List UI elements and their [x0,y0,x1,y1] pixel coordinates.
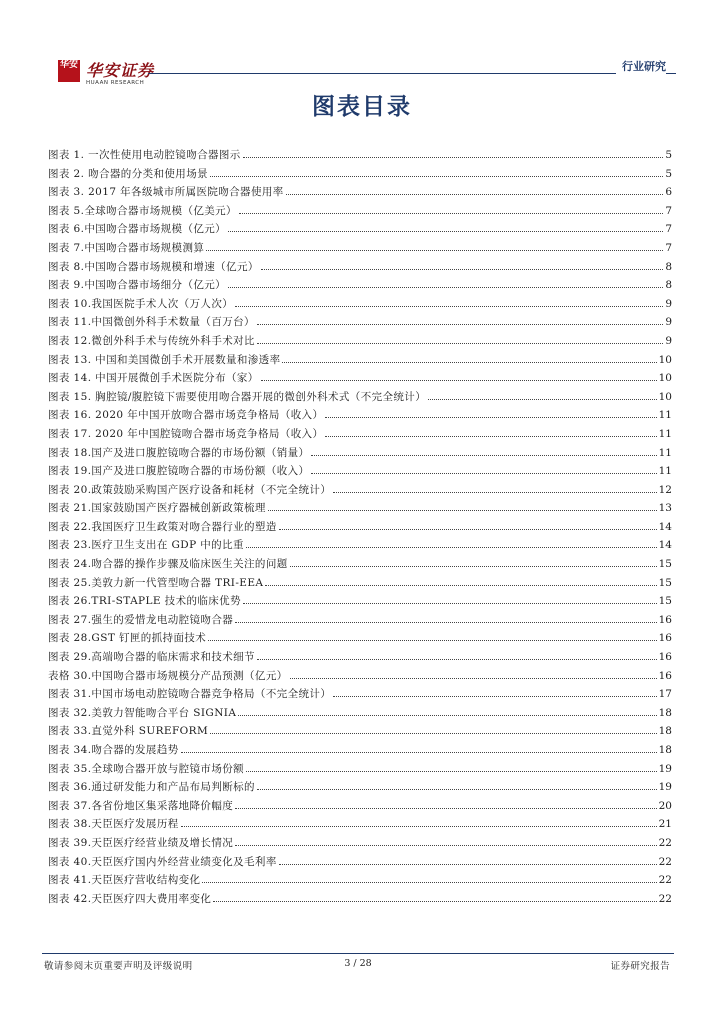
toc-entry-label: 图表 19.国产及进口腹腔镜吻合器的市场份额（收入） [48,465,310,478]
toc-entry[interactable] [48,816,672,835]
toc-entry-label: 图表 26.TRI-STAPLE 技术的临床优势 [48,595,241,608]
page-footer [42,958,674,972]
toc-entry-label: 图表 11.中国微创外科手术数量（百万台） [48,316,255,329]
toc-leader-dots [286,186,664,195]
toc-entry[interactable] [48,426,672,445]
toc-entry-page: 15 [658,595,672,608]
toc-entry-label: 图表 31.中国市场电动腔镜吻合器竞争格局（不完全统计） [48,688,332,701]
toc-entry[interactable] [48,296,672,315]
report-type: 证券研究报告 [610,961,670,972]
toc-entry[interactable] [48,649,672,668]
toc-entry-label: 图表 13. 中国和美国微创手术开展数量和渗透率 [48,353,281,366]
toc-entry-page: 17 [658,688,672,701]
toc-entry-page: 10 [658,353,672,366]
toc-entry[interactable] [48,537,672,556]
toc-entry-page: 11 [658,409,672,422]
toc-entry-page: 14 [658,539,672,552]
toc-entry-page: 18 [658,725,672,738]
toc-entry[interactable] [48,593,672,612]
toc-leader-dots [235,298,663,307]
toc-leader-dots [290,670,657,679]
toc-entry-page: 10 [658,372,672,385]
toc-entry-page: 22 [658,892,672,905]
toc-entry[interactable] [48,835,672,854]
toc-entry[interactable] [48,556,672,575]
toc-entry[interactable] [48,166,672,185]
toc-entry-label: 图表 17. 2020 年中国腔镜吻合器市场竞争格局（收入） [48,427,324,440]
page-title: 图表目录 [312,94,412,120]
toc-entry-page: 21 [658,818,672,831]
toc-entry[interactable] [48,630,672,649]
toc-leader-dots [257,335,663,344]
toc-entry-label: 图表 39.天臣医疗经营业绩及增长情况 [48,836,234,849]
toc-leader-dots [257,651,657,660]
toc-entry-label: 图表 6.中国吻合器市场规模（亿元） [48,223,227,236]
toc-leader-dots [333,484,656,493]
toc-entry[interactable] [48,333,672,352]
table-of-figures [48,147,672,909]
toc-leader-dots [181,818,657,827]
toc-leader-dots [261,372,657,381]
toc-leader-dots [239,205,663,214]
toc-leader-dots [235,614,656,623]
toc-leader-dots [246,763,657,772]
toc-entry[interactable] [48,519,672,538]
toc-entry-label: 图表 32.美敦力智能吻合平台 SIGNIA [48,706,237,719]
toc-entry-page: 19 [658,781,672,794]
toc-entry-label: 图表 12.微创外科手术与传统外科手术对比 [48,334,255,347]
toc-entry[interactable] [48,612,672,631]
toc-entry[interactable] [48,872,672,891]
toc-entry[interactable] [48,463,672,482]
toc-entry[interactable] [48,370,672,389]
toc-entry-page: 15 [658,558,672,571]
toc-entry-label: 图表 35.全球吻合器开放与腔镜市场份额 [48,762,245,775]
toc-entry-page: 9 [665,316,672,329]
toc-entry-page: 19 [658,762,672,775]
toc-entry-label: 图表 1. 一次性使用电动腔镜吻合器图示 [48,149,241,161]
toc-entry-label: 图表 34.吻合器的发展趋势 [48,744,179,756]
toc-entry[interactable] [48,723,672,742]
toc-entry-page: 9 [665,297,672,310]
toc-entry-label: 图表 15. 胸腔镜/腹腔镜下需要使用吻合器开展的微创外科术式（不完全统计） [48,390,427,403]
toc-entry-label: 图表 40.天臣医疗国内外经营业绩变化及毛利率 [48,855,277,868]
toc-leader-dots [268,502,657,511]
toc-entry[interactable] [48,686,672,705]
toc-entry[interactable] [48,221,672,240]
toc-entry-label: 图表 20.政策鼓励采购国产医疗设备和耗材（不完全统计） [48,483,332,496]
toc-entry-label: 表格 30.中国吻合器市场规模分产品预测（亿元） [48,669,288,682]
toc-leader-dots [238,707,656,716]
toc-entry-page: 11 [658,427,672,440]
toc-entry-page: 18 [658,706,672,719]
toc-entry-page: 18 [658,744,672,756]
toc-leader-dots [325,428,656,437]
toc-entry[interactable] [48,240,672,259]
toc-entry-label: 图表 22.我国医疗卫生政策对吻合器行业的塑造 [48,520,277,533]
toc-entry[interactable] [48,352,672,371]
toc-entry[interactable] [48,854,672,873]
toc-leader-dots [428,391,657,400]
toc-leader-dots [257,316,663,325]
toc-entry-page: 5 [665,149,672,161]
toc-entry-page: 5 [665,167,672,180]
toc-entry-page: 15 [658,576,672,589]
toc-entry-label: 图表 9.中国吻合器市场细分（亿元） [48,279,227,292]
toc-entry-page: 11 [658,465,672,478]
toc-leader-dots [325,409,656,418]
toc-entry[interactable] [48,761,672,780]
toc-entry[interactable] [48,891,672,910]
toc-leader-dots [228,279,663,288]
toc-entry-page: 20 [658,799,672,812]
toc-entry-label: 图表 21.国家鼓励国产医疗器械创新政策梳理 [48,502,266,515]
toc-leader-dots [208,632,656,641]
toc-entry-label: 图表 7.中国吻合器市场规模测算 [48,241,205,254]
toc-entry-page: 16 [658,613,672,626]
toc-leader-dots [279,521,657,530]
toc-entry-label: 图表 37.各省份地区集采落地降价幅度 [48,799,234,812]
toc-entry-label: 图表 42.天臣医疗四大费用率变化 [48,892,212,905]
toc-entry[interactable] [48,798,672,817]
brand-name: 华安证券 [86,61,155,80]
toc-entry-label: 图表 25.美敦力新一代管型吻合器 TRI-EEA [48,576,264,589]
toc-leader-dots [246,539,657,548]
toc-leader-dots [210,168,663,177]
section-label: 行业研究 [616,58,666,74]
toc-entry-page: 16 [658,651,672,664]
toc-leader-dots [290,558,657,567]
toc-entry-page: 22 [658,855,672,868]
disclaimer-note: 敬请参阅末页重要声明及评级说明 [44,961,193,972]
toc-entry-page: 11 [658,446,672,459]
toc-entry[interactable] [48,389,672,408]
toc-entry-label: 图表 38.天臣医疗发展历程 [48,818,179,831]
toc-entry[interactable] [48,668,672,687]
toc-entry-page: 22 [658,874,672,887]
toc-leader-dots [210,725,656,734]
toc-leader-dots [311,465,656,474]
page-number: 3 / 28 [344,958,372,969]
toc-entry-page: 16 [658,632,672,645]
page-header [48,56,676,92]
toc-entry[interactable] [48,575,672,594]
toc-leader-dots [181,744,657,753]
toc-entry-label: 图表 23.医疗卫生支出在 GDP 中的比重 [48,539,244,552]
toc-entry-page: 16 [658,669,672,682]
toc-entry-label: 图表 41.天臣医疗营收结构变化 [48,874,201,887]
toc-entry-page: 8 [665,260,672,273]
toc-leader-dots [257,781,657,790]
toc-entry-label: 图表 27.强生的爱惜龙电动腔镜吻合器 [48,613,234,626]
toc-leader-dots [213,893,656,902]
toc-leader-dots [243,595,657,604]
toc-entry[interactable] [48,742,672,761]
header-divider [148,73,676,74]
toc-entry-page: 13 [658,502,672,515]
toc-entry[interactable] [48,779,672,798]
toc-entry[interactable] [48,482,672,501]
toc-entry[interactable] [48,705,672,724]
toc-entry-label: 图表 29.高端吻合器的临床需求和技术细节 [48,651,255,664]
toc-leader-dots [279,856,657,865]
toc-entry[interactable] [48,203,672,222]
toc-leader-dots [282,354,656,363]
toc-leader-dots [243,149,664,158]
toc-entry-label: 图表 18.国产及进口腹腔镜吻合器的市场份额（销量） [48,446,310,459]
toc-entry-label: 图表 8.中国吻合器市场规模和增速（亿元） [48,260,259,273]
toc-entry-label: 图表 36.通过研发能力和产品布局判断标的 [48,781,255,794]
toc-entry-label: 图表 3. 2017 年各级城市所属医院吻合器使用率 [48,186,284,199]
toc-entry-page: 6 [665,186,672,199]
toc-entry-page: 22 [658,836,672,849]
toc-leader-dots [333,688,656,697]
toc-entry[interactable] [48,500,672,519]
toc-entry-label: 图表 28.GST 钉匣的抓持面技术 [48,632,207,645]
toc-entry[interactable] [48,259,672,278]
toc-entry-page: 7 [665,223,672,236]
toc-entry-label: 图表 2. 吻合器的分类和使用场景 [48,167,208,180]
toc-entry-label: 图表 14. 中国开展微创手术医院分布（家） [48,372,259,385]
toc-leader-dots [235,800,656,809]
toc-entry-page: 12 [658,483,672,496]
brand-subtitle: HUAAN RESEARCH [86,80,145,86]
toc-entry-page: 8 [665,279,672,292]
toc-entry-label: 图表 5.全球吻合器市场规模（亿美元） [48,204,237,217]
toc-entry[interactable] [48,147,672,166]
toc-leader-dots [228,223,663,232]
toc-entry-label: 图表 16. 2020 年中国开放吻合器市场竞争格局（收入） [48,409,324,422]
toc-entry-page: 9 [665,334,672,347]
toc-entry[interactable] [48,184,672,203]
footer-divider [42,953,674,954]
toc-entry[interactable] [48,277,672,296]
toc-leader-dots [202,874,656,883]
toc-leader-dots [261,261,664,270]
toc-leader-dots [235,837,656,846]
toc-entry-label: 图表 24.吻合器的操作步骤及临床医生关注的问题 [48,558,288,571]
toc-leader-dots [265,577,656,586]
toc-entry-label: 图表 10.我国医院手术人次（万人次） [48,297,234,310]
toc-leader-dots [311,447,656,456]
toc-entry-page: 14 [658,520,672,533]
toc-entry-page: 7 [665,204,672,217]
toc-leader-dots [206,242,663,251]
toc-entry-page: 7 [665,241,672,254]
toc-entry[interactable] [48,445,672,464]
toc-entry-label: 图表 33.直觉外科 SUREFORM [48,725,209,738]
toc-entry[interactable] [48,314,672,333]
toc-entry[interactable] [48,407,672,426]
toc-entry-page: 10 [658,390,672,403]
brand-seal-icon: 华安 [58,60,80,82]
